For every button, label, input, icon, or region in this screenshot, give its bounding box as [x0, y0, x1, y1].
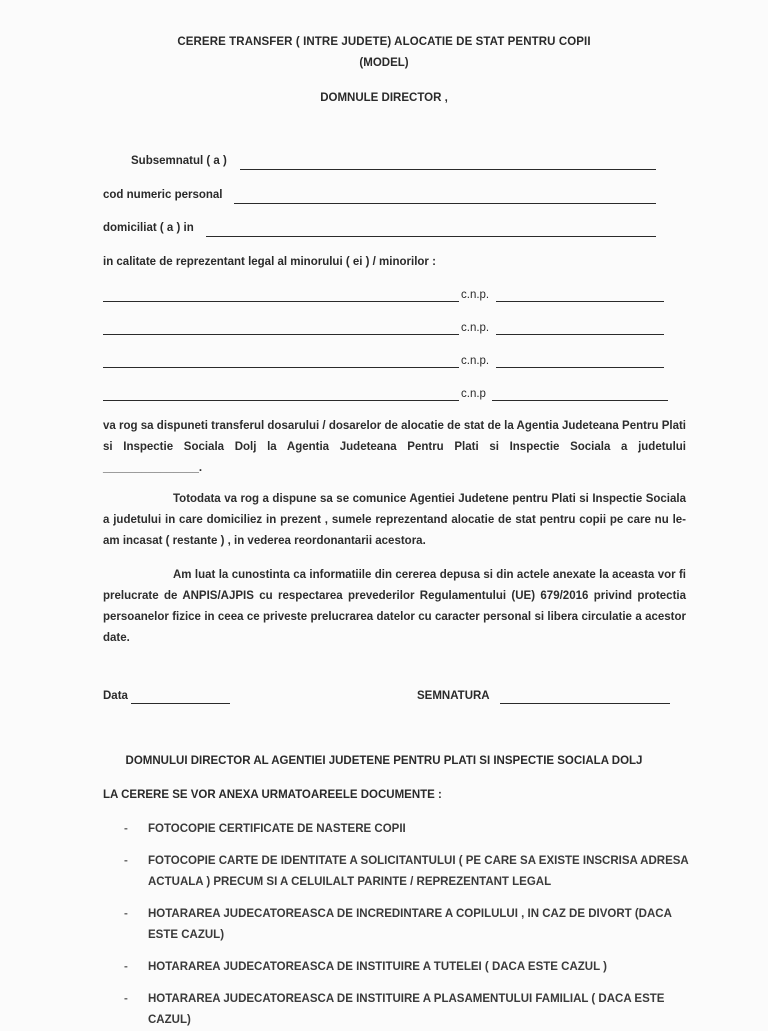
annex-title: LA CERERE SE VOR ANEXA URMATOAREELE DOCUMENTE : — [103, 789, 442, 801]
signature-label: SEMNATURA — [417, 690, 490, 702]
minor-cnp-label: c.n.p. — [461, 289, 490, 301]
annex-item-text: FOTOCOPIE CARTE DE IDENTITATE A SOLICITANTULUI ( PE CARE SA EXISTE INSCRISA ADRESA ACTUALA ) PRECUM SI A CELUILALT PARINTE / REPREZENTANT LEGAL — [148, 855, 689, 888]
dash-bullet-icon: - — [124, 855, 128, 867]
annex-item-text: HOTARAREA JUDECATOREASCA DE INCREDINTARE A COPILULUI , IN CAZ DE DIVORT (DACA ESTE CAZUL) — [148, 908, 672, 941]
document-subtitle: (MODEL) — [359, 57, 409, 69]
arrears-paragraph-text: Totodata va rog a dispune sa se comunice Agentiei Judetene pentru Plati si Inspectie Sociala a judetului in care domiciliez in prezent , sumele reprezentand alocatie de stat pentru copii pe care nu le-am incasat ( restante ) , in vederea reordonantarii acestora. — [103, 493, 686, 547]
dash-bullet-icon: - — [124, 908, 128, 920]
annex-list — [120, 819, 690, 1031]
signature-blank[interactable] — [500, 703, 670, 704]
gdpr-paragraph — [103, 565, 686, 649]
dash-bullet-icon: - — [124, 993, 128, 1005]
undersigned-blank[interactable] — [240, 169, 656, 170]
gdpr-paragraph-text: Am luat la cunostinta ca informatiile din cererea depusa si din actele anexate la aceasta vor fi prelucrate de ANPIS/AJPIS cu respectarea prevederilor Regulamentului (UE) 679/2016 privind protectia persoanelor fizice in ceea ce priveste prelucrarea datelor cu caracter personal si libera circulatie a acestor date. — [103, 569, 686, 644]
minor-cnp-label: c.n.p — [461, 388, 486, 400]
cnp-blank[interactable] — [234, 203, 656, 204]
minor-cnp-blank[interactable] — [496, 301, 664, 302]
minor-name-blank[interactable] — [103, 334, 459, 335]
salutation: DOMNULE DIRECTOR , — [320, 92, 448, 104]
list-item — [120, 904, 690, 946]
minor-cnp-blank[interactable] — [496, 334, 664, 335]
minor-cnp-blank[interactable] — [496, 367, 664, 368]
minor-name-blank[interactable] — [103, 400, 459, 401]
cnp-label: cod numeric personal — [103, 189, 223, 201]
minor-cnp-label: c.n.p. — [461, 322, 490, 334]
minor-cnp-label: c.n.p. — [461, 355, 490, 367]
domicile-label: domiciliat ( a ) in — [103, 222, 194, 234]
addressee: DOMNULUI DIRECTOR AL AGENTIEI JUDETENE PENTRU PLATI SI INSPECTIE SOCIALA DOLJ — [125, 755, 643, 767]
annex-item-text: HOTARAREA JUDECATOREASCA DE INSTITUIRE A PLASAMENTULUI FAMILIAL ( DACA ESTE CAZUL) — [148, 993, 665, 1026]
dash-bullet-icon: - — [124, 823, 128, 835]
list-item — [120, 851, 690, 893]
annex-item-text: FOTOCOPIE CERTIFICATE DE NASTERE COPII — [148, 823, 406, 835]
undersigned-label: Subsemnatul ( a ) — [131, 155, 227, 167]
capacity-text: in calitate de reprezentant legal al minorului ( ei ) / minorilor : — [103, 256, 436, 268]
request-paragraph-text: va rog sa dispuneti transferul dosarului / dosarelor de alocatie de stat de la Agentia Judeteana Pentru Plati si Inspectie Sociala Dolj la Agentia Judeteana Pentru Plati si Inspectie Sociala a judetului — [103, 420, 686, 453]
minor-name-blank[interactable] — [103, 367, 459, 368]
domicile-blank[interactable] — [206, 236, 656, 237]
date-blank[interactable] — [131, 703, 230, 704]
minor-cnp-blank[interactable] — [492, 400, 668, 401]
county-blank[interactable]: _______________. — [103, 462, 203, 474]
arrears-paragraph — [103, 489, 686, 552]
list-item — [120, 989, 690, 1031]
list-item — [120, 957, 690, 978]
dash-bullet-icon: - — [124, 961, 128, 973]
list-item — [120, 819, 690, 840]
annex-item-text: HOTARAREA JUDECATOREASCA DE INSTITUIRE A TUTELEI ( DACA ESTE CAZUL ) — [148, 961, 607, 973]
document-title: CERERE TRANSFER ( INTRE JUDETE) ALOCATIE DE STAT PENTRU COPII — [177, 36, 591, 48]
minor-name-blank[interactable] — [103, 301, 459, 302]
request-paragraph — [103, 416, 686, 479]
date-label: Data — [103, 690, 128, 702]
